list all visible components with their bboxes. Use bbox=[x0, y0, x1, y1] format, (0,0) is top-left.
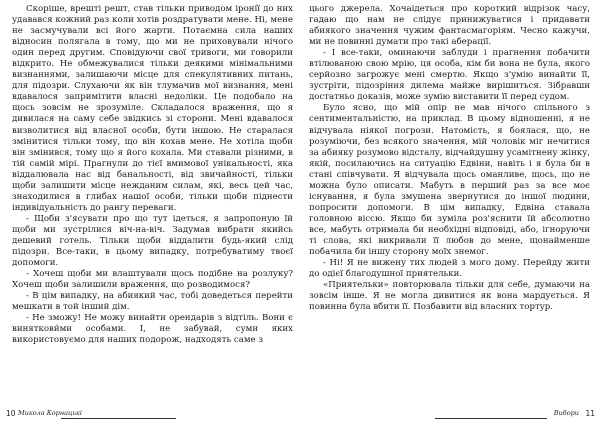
running-head: Вибори bbox=[553, 409, 579, 417]
paragraph: - Хочеш щоби ми влаштували щось подібне на розлуку? Хочеш щоби залишили враження, що розводимося? bbox=[12, 269, 293, 291]
paragraph: - Щоби з'ясувати про що тут ідеться, я запропоную їй щоби ми зустрілися віч-на-віч. Задумав вибрати якийсь дешевий готель. Тільки щоби віддалити будь-який слід підозри. Все-таки, в цьому випадку, потребуватиму твоєї допомоги. bbox=[12, 213, 293, 269]
page-number: 11 bbox=[585, 409, 595, 418]
paragraph: - Не зможу! Не можу винайти орендарів з відтіль. Вони є виняткови́ми особами. І, не забувай, суми яких використовуємо для наших подорож, надходять саме з bbox=[12, 313, 293, 346]
paragraph: - І все-таки, оминаючи заблуди і прагнення побачити втілюваною свою мрію, ця особа, кім би вона не була, якого серйозно загрожує мені смертю. Якщо з'умію винайти її, зустріти, підозріння дилема майже вирішиться. Зібравши достатньо доказів, може зумію виставити її перед судом. bbox=[309, 48, 590, 103]
footer-rule bbox=[61, 418, 176, 419]
right-page-text bbox=[309, 4, 590, 313]
paragraph: - В цім випадку, на абиякий час, тобі доведеться перейти мешкати в той інший дім. bbox=[12, 291, 293, 313]
running-head: Микола Корнацькі bbox=[18, 409, 83, 417]
paragraph: - Ні! Я не вижену тих людей з мого дому. Перейду жити до одієї благодушної приятельки. bbox=[309, 258, 590, 280]
paragraph: цього джерела. Хочаідеться про короткий відрізок часу, гадаю що нам не слідує принижуватися і придавати абиякого значення чужим фантасмагоріям. Чесно кажучи, ми не повинні думати про такі аберації. bbox=[309, 4, 590, 48]
paragraph: Було ясно, що мій опір не мав нічого спільного з сентиментальністю, на приклад. В цьому відношенні, я не відчувала ніякої погрози. Натомість, я боялася, що, не розуміючи, без всякого значення, мій чоловік міг нечитися за абияку розумово відсталу, відчайдушну усамітнену жінку, якій, посилаючись на ситуацію Едвіни, навіть і я була би в стані співчувати. Я відчувала щось оманливе, щось, що не можна було описати. Мабуть в перший раз за все моє існування, я була змушена звернутися до іншої людини, попросити допомоги. В цім випадку, Едвіна ставала головною віссю. Якщо би зуміла роз'яснити їй абсолютно все, мабуть отримала би необхідні відповіді, або, ігноруючи ті слова, які викривали її любов до мене, щонайменше побачила би іншу сторону моїх знемог. bbox=[309, 103, 590, 258]
left-page bbox=[12, 4, 293, 406]
paragraph: «Приятельки» повторювала тільки для себе, думаючи на зовсім інше. Я не могла дивитися як вона мардується. Я повинна була вбити її. Позбавити від власних тортур. bbox=[309, 280, 590, 313]
paragraph: Скоріше, врешті решт, став тільки приводом іроні́ї до них удавався кожний раз коли хотів роздратувати мене. Ні, мене не засмучували всі його жарти. Потаємна сила наших відносин полягала в тому, що ми не приховували нічого один перед другим. Сповідуючи свої тривоги, ми говорили відкрито. Не обмежувалися тільки деякими мінімальними визнаннями, залишаючи місце для спекулятивних питань, для підозри. Слухаючи як він тлумачив мої визнання, мені вдавалося запримітити власні недоліки. Це подобало на щось зовсім не зрозуміле. Складалося враження, що я дивилася на саму себе звідкись зі сторони. Мені вдавалося визволитися від власної особи, бути іншою. Не старалася змінитися тільки тому, що він кохав мене. Не хотіла щоби він змінився, тому що я його кохала. Ми ставали різними, в тій самій мірі. Прагнули до тієї вмимової унікальності, яка віддалювала нас від банальності, від звичайності, тільки щоби залишити місце нежданим силам, які, весь цей час, знаходилися в глибах нашої особи, тільки щоби піднести індивідуальність до рангу переваги. bbox=[12, 4, 293, 213]
footer-rule bbox=[435, 418, 547, 419]
page-number: 10 bbox=[6, 409, 16, 418]
right-page bbox=[309, 4, 590, 406]
left-page-text bbox=[12, 4, 293, 346]
left-footer bbox=[6, 409, 296, 421]
right-footer bbox=[305, 409, 595, 421]
